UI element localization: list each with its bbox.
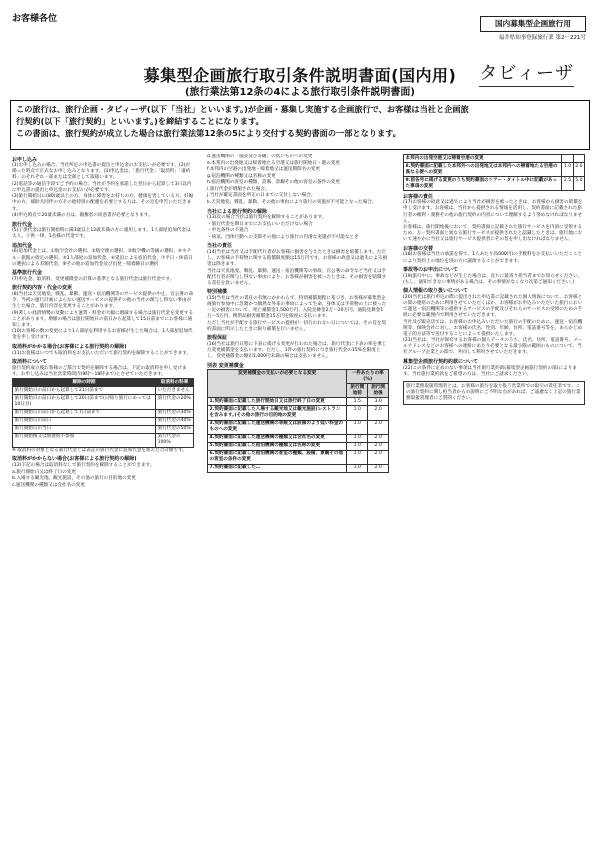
list-item: c.運送機関の種類又は会社名の変更 <box>12 482 85 488</box>
table-cell: 1.0 <box>562 163 573 177</box>
table-cell: 4.契約書面に記載した運送機関の種類又は会社名の変更 <box>208 434 347 442</box>
table-cell: 旅行開始日の当日 <box>13 425 156 433</box>
intro-line-2: 行契約(以下「旅行契約」といいます。)を締結することになります。 <box>16 116 264 127</box>
section-heading: 事故等のお申出について <box>403 267 458 274</box>
table-row <box>13 425 194 433</box>
paragraph: (7)申込金、取消料、変更補償金の計算の基準となる旅行代金は旅行代金です。 <box>12 276 175 282</box>
paragraph: (21)当社は、当社が保有するお客様の個人データのうち、氏名、住所、電話番号、メールアドレスなどのお客様への連絡にあたり必要となる最小限の範囲のものについて、当社グループ企業との間で、共同して利用させていただきます。 <box>403 338 583 356</box>
section-heading: 基準旅行代金 <box>12 270 43 277</box>
table-header: 変更補償金の支払いが必要となる変更 <box>208 370 347 398</box>
brand-logo: タビィーザ <box>479 62 574 87</box>
list-item: j.当社が確定書面を所定の日までに交付しない場合。 <box>207 193 316 199</box>
section-heading: お申し込み <box>12 156 38 163</box>
table-cell: 旅行開始日の前日から起算して7日前まで <box>13 409 156 417</box>
section-heading: お客様の交替 <box>403 245 434 252</box>
section-heading: 個人情報の取り扱いについて <box>403 288 468 295</box>
section-heading: 募集型企画旅行契約約款について <box>403 359 478 365</box>
paragraph: 当社は天災地変、戦乱、暴動、運送・宿泊機関等の事故、官公署の命令など当社又は手配代行者が関与し得ない事由により、お客様が損害を被ったときは、その損害を賠償する責任を負いません。 <box>207 268 387 286</box>
table-cell: 3.契約書面に記載した運送機関の等級又は設備のより低い料金のものへの変更 <box>208 420 347 434</box>
table-cell: 1.0 <box>347 442 368 450</box>
table-cell: 2.契約書面に記載した入場する観光地又は観光施設(レストランを含みます。)その他の旅行の目的地の変更 <box>208 406 347 420</box>
table-row <box>404 155 585 163</box>
table-row <box>208 450 389 464</box>
section-heading: 旅行代金 <box>12 221 33 228</box>
paragraph: 旅行契約成立後お客様のご都合で契約を解除する場合は、下記の取消料を申し受けます。お申し込みは当社営業時間内(9時〜18時まで)とさせていただきます。 <box>12 365 187 377</box>
column-1 <box>12 154 194 839</box>
paragraph: (22)この条件に定めのない事項は当社旅行業約款(募集型企画旅行契約の部)によります。当社旅行業約款をご希望の方は、当社にご請求ください。 <box>403 365 577 377</box>
page-title: 募集型企画旅行取引条件説明書面(国内用) <box>143 66 457 85</box>
paragraph: (1)お申し込みの場合、当社所定の申込書の提出と申込金のお支払いが必要です。(2)が掲った時点で正式なお申し込みとなります。(3)申込金は、「旅行代金」「取消料」「違約料」のそれぞれ一部または全部として取扱います。 <box>12 163 191 181</box>
column-2 <box>207 154 389 839</box>
table-cell: 5.契約書面に記載した宿泊機関の種類又は名称の変更 <box>208 442 347 450</box>
table-cell: 8.契約書面に記載した本邦外への出発地又は本邦内への帰着地たる空港の異なる便への変更 <box>404 163 562 177</box>
customer-greeting: お客様各位 <box>12 14 58 24</box>
paragraph: ただし当社が手配する旅行サービスの提供が一切行われない日については、その旨を契約書面に明示したときに限り補償を行いません。 <box>207 320 387 332</box>
table-row <box>208 420 389 434</box>
paragraph: (13)次の場合当社は旅行契約を解除することがあります。 <box>207 215 327 221</box>
section-heading: 旅程保証 <box>207 335 228 342</box>
table-cell: 1.5 <box>347 398 368 406</box>
list-item: i.旅行代金が増額された場合。 <box>207 186 270 192</box>
table-cell: 旅行開始日の前日から起算して20日前まで(日帰り旅行にあっては10日目) <box>13 395 156 409</box>
list-item: d.運送機関の「施設及び等級」の低いものへの変更 <box>207 154 313 159</box>
table-cell: 2.5 <box>562 177 573 191</box>
paragraph: (20)当社は旅行申込の際に提出された申込書に記載された個人情報について、お客様との間の連絡のために利用させていただくほか、お客様がお申込みいただいた旅行において運送・宿泊機関等の提供するサービスの手配及びそれらのサービスの受領のための手続に必要な範囲内で利用させていただきます。 <box>403 294 583 319</box>
table-cell: 7.契約書面に記載した… <box>208 464 347 472</box>
compensation-table <box>207 369 389 473</box>
table-cell: 旅行代金の30% <box>156 409 194 417</box>
intro-line-3: この書面は、旅行契約が成立した場合は旅行業法第12条の5により交付する契約書面の一部となります。 <box>16 128 401 139</box>
table-row <box>208 434 389 442</box>
table-cell: 旅行開始後又は無連絡不参加 <box>13 433 156 447</box>
section-heading: 当社による旅行契約の解除 <box>207 208 268 215</box>
table-cell: 1.0 <box>347 450 368 464</box>
section-heading: 旅行契約内容・代金の変更 <box>12 285 73 292</box>
table-row <box>208 406 389 420</box>
section-heading: 当社の責任 <box>207 243 233 250</box>
list-item: f.本邦内の空港の出発地・帰着地又は運送期間名の変更 <box>207 167 320 173</box>
paragraph: (11)お客様はいつでも取消料をお支払いただいて旅行契約を解除することができます。 <box>12 350 192 356</box>
paragraph: (14)当社は当社又は手配代行者がお客様に損害を与えたときは損害を賠償します。ただし、お客様の手荷物に関する賠償限度額は15万円です。お客様の故意又は過失による損害は除きます。 <box>207 249 388 268</box>
section-heading: 取消料がかかる場合(お客様による旅行契約の解除) <box>12 343 127 350</box>
table-row <box>13 395 194 409</box>
section-heading: 追加代金 <box>12 242 33 249</box>
registration-number: 福井県知事登録旅行業 第2－221号 <box>498 35 586 41</box>
table-cell: 9.前各号に掲げる変更のうち契約書面のツアー・タイトル中に記載があった事項の変更 <box>404 177 562 191</box>
table-cell: いただきません <box>156 387 194 395</box>
paragraph: お客様は、旅行開始後において、契約書面に記載された旅行サービスを円滑に受領するため、万一契約書面と異なる旅行サービスが提供されたと認識したときは、旅行地において速やかに当社又は旅行サービス提供者にその旨を申し出なければなりません。 <box>403 225 583 243</box>
paragraph: (8)当社は天災地変、戦乱、暴動、運送・宿泊機関等のサービス提供の中止、官公署の命令、当初の運行計画によらない運送サービスの提供その他の当社の関与し得ない事由が生じた場合、旅行内容を変更することがあります。 <box>12 291 194 310</box>
table-row <box>208 442 389 450</box>
table-cell: 2.0 <box>368 464 389 472</box>
table-header: 一件あたりの率(%) <box>347 370 389 384</box>
paragraph: 旅行業務取扱管理者とは、お客様の旅行を取り扱う営業所での取引の責任者です。この旅行契約に関し担当者からの説明にご不明な点があれば、ご遠慮なく上記の旅行業務取扱管理者にご質問ください。 <box>406 383 581 401</box>
column-3 <box>403 154 585 839</box>
table-cell: 本邦内の出発空港又は帰着空港の変更 <box>404 155 562 163</box>
table-row <box>13 387 194 395</box>
list-item: ・病気、団体行動への支障その他により旅行の円滑な実施が不可能なとき <box>207 234 359 240</box>
section-heading: 取消料について <box>12 359 47 366</box>
paragraph: 当社及び販売店では、お客様のお申込みいただいた旅行の手配のために、運送・宿泊機関等、保険会社に対し、お客様の氏名、性別、年齢、住所、電話番号等を、あらかじめ電子的方法等で送付することによって提供いたします。 <box>403 319 583 337</box>
document-type-label: 国内募集型企画旅行用 <box>480 16 586 32</box>
table-row <box>13 417 194 425</box>
list-item: ・旅行代金を期日までにお支払いいただけない場合 <box>207 221 313 227</box>
paragraph: (15)当社は当社の責任の有無にかかわらず、特別補償規程に基づき、お客様が募集型企画旅行参加中に急激かつ偶然な外来の事故によって生命、身体又は手荷物の上に被った一定の損害について、死亡補償金1,500万円、入院見舞金2万〜20万円、通院見舞金1万〜5万円、携帯品損害補償金15万円を限度に支払います。 <box>207 295 387 320</box>
table-cell: 旅行開始日の前日 <box>13 417 156 425</box>
paragraph: (18)お客様は当社の承諾を得て、1人あたり(5000円)の手数料をお支払いいただくことにより契約上の地位を別の方に譲渡することができます。 <box>403 252 583 264</box>
table-cell: 1.契約書面に記載した旅行開始日又は旅行終了日の変更 <box>208 398 347 406</box>
table-row <box>208 398 389 406</box>
paragraph: (16)当社は旅行日程に下表に掲げる変更が行われた場合は、旅行代金に下表の率を乗じた変更補償金を支払います。ただし、1件の旅行契約につき旅行代金の15%を限度とし、変更補償金の額が1,000円未満の場合は支払いません。 <box>207 341 387 359</box>
cancellation-fee-table <box>12 378 194 448</box>
table-cell: 旅行代金の100% <box>156 433 194 447</box>
list-item: k.天災地変、戦乱、暴動、その他の事由により旅行の実施が不可能となった場合。 <box>207 199 377 205</box>
table-cell: 2.0 <box>368 420 389 434</box>
paragraph: (4)申込時点で20歳未満の方は、親権者の同意書が必要となります。 <box>12 213 153 219</box>
paragraph: (19)旅行中に、事故などが生じた場合は、直ちに最寄り担当者までお知らせください。(もし、通知できない事情がある場合は、その事情がなくなり次第ご通知ください。) <box>403 273 583 285</box>
table-row <box>404 163 585 177</box>
list-item: h.宿泊機関の客室の種類、設備、景観その他の客室の条件の変更 <box>207 180 340 186</box>
table-row <box>13 433 194 447</box>
table-title: 別表 変更補償金 <box>207 362 244 369</box>
table-cell: 2.0 <box>368 442 389 450</box>
paragraph: (3)旅行開始日に(80)歳以上の方、身体に障害をお持ちの方、健康を害している方、妊娠中の方、補助犬同伴の方その他特別の配慮を必要とする方は、その旨を申告いただきます。 <box>12 194 194 212</box>
table-cell: 1.0 <box>347 420 368 434</box>
paragraph: (17)お客様の故意又は過失により当社が損害を被ったときは、お客様から損害の賠償を申し受けます。お客様は、当社から提供される情報を活用し、契約書面に記載された旅行者の権利・義務その他の旅行契約の内容について理解するよう努めなければなりません。 <box>403 200 583 224</box>
paragraph: (6)追加代金とは、①航空会社の選択、②航空便の選択、③航空機の等級の選択、④ホテル・旅館の指定の選択、⑤1人部屋の追加代金、⑥延泊による宿泊代金、⑦平日・休前日の選択による差額代金、⑧その他の追加代金及び出発・帰着曜日の選択 <box>12 249 193 267</box>
page-subtitle: (旅行業法第12条の4による旅行取引条件説明書面) <box>184 87 415 98</box>
table-cell: 旅行開始日の前日から起算して21日前まで <box>13 387 156 395</box>
table-header: 解除の時期 <box>13 379 156 387</box>
table-cell: 2.0 <box>368 406 389 420</box>
section-heading: お客様の責任 <box>403 193 434 200</box>
table-cell: 5.0 <box>573 177 584 191</box>
table-cell: 6.契約書面に記載した宿泊機関の客室の種類、設備、景観その他の客室の条件の変更 <box>208 450 347 464</box>
list-item: b.入場する観光地、観光施設、その他の旅行の目的地の変更 <box>12 476 136 482</box>
table-cell: 旅行代金の50% <box>156 425 194 433</box>
table-row <box>208 464 389 472</box>
table-row <box>404 177 585 191</box>
table-cell: 2.0 <box>368 450 389 464</box>
paragraph: (5)子供代金は旅行開始時に満3歳以上12歳未満の方に適用します。1人部屋追加代金は大人、子供一律、1名様の代金です。 <box>12 228 191 240</box>
compensation-table-continued <box>403 154 585 191</box>
section-heading: 取消料がかからない場合(お客様による旅行契約の解除) <box>12 456 137 463</box>
table-cell: 1.0 <box>347 464 368 472</box>
manager-note-box <box>403 381 585 406</box>
table-cell: 3.0 <box>368 398 389 406</box>
intro-line-1: この旅行は、旅行企画・タビィーザ(以下「当社」といいます。)が企画・募集し実施する企画旅行で、お客様は当社と企画旅 <box>16 104 469 114</box>
list-item: e.本邦内の出発地又は帰着地たる空港又は旅行開始日・港の変更 <box>207 160 340 166</box>
paragraph: (12)下記の場合は取消料なしで旅行契約を解除することができます。 <box>12 463 155 468</box>
table-cell: 2.0 <box>573 163 584 177</box>
table-note: ※ 取消料の対象となる旅行代金とは表記の旅行代金に追加代金を加えた合計額です。 <box>12 447 187 453</box>
table-cell: 旅行代金の40% <box>156 417 194 425</box>
table-cell: 1.0 <box>347 434 368 442</box>
table-cell <box>573 155 584 163</box>
section-heading: 特別補償 <box>207 289 228 296</box>
paragraph: (9)著しい経済情勢の変動により運賃・料金が大幅に増減する場合は旅行代金を変更することがあります。増額の場合は旅行開始日の前日から起算して15日前までにお客様に通知します。 <box>12 310 194 328</box>
table-cell: 旅行代金の20% <box>156 395 194 409</box>
paragraph: (2)電話等の通信手段でご予約の場合、当社が予約を承諾した翌日から起算して3日以内に申込書の提出と申込金のお支払いが必要です。 <box>12 181 192 193</box>
intro-box <box>10 100 590 150</box>
table-row <box>13 409 194 417</box>
list-item: a.旅行開始日又は終了日の変更 <box>12 469 76 475</box>
list-item: g.宿泊機関の種類又は名称の変更 <box>207 173 276 179</box>
table-header: 取消料の料率 <box>156 379 194 387</box>
table-cell: 2.0 <box>368 434 389 442</box>
table-header: 旅行開始前 <box>347 384 368 398</box>
table-cell <box>562 155 573 163</box>
list-item: ・申込条件の不適合 <box>207 228 249 234</box>
paragraph: (10)お客様の数の変更により1人部屋を利用するお客様が生じた場合は、1人部屋追加代金を申し受けます。 <box>12 329 193 341</box>
table-cell: 1.0 <box>347 406 368 420</box>
table-header: 旅行開始後 <box>368 384 389 398</box>
